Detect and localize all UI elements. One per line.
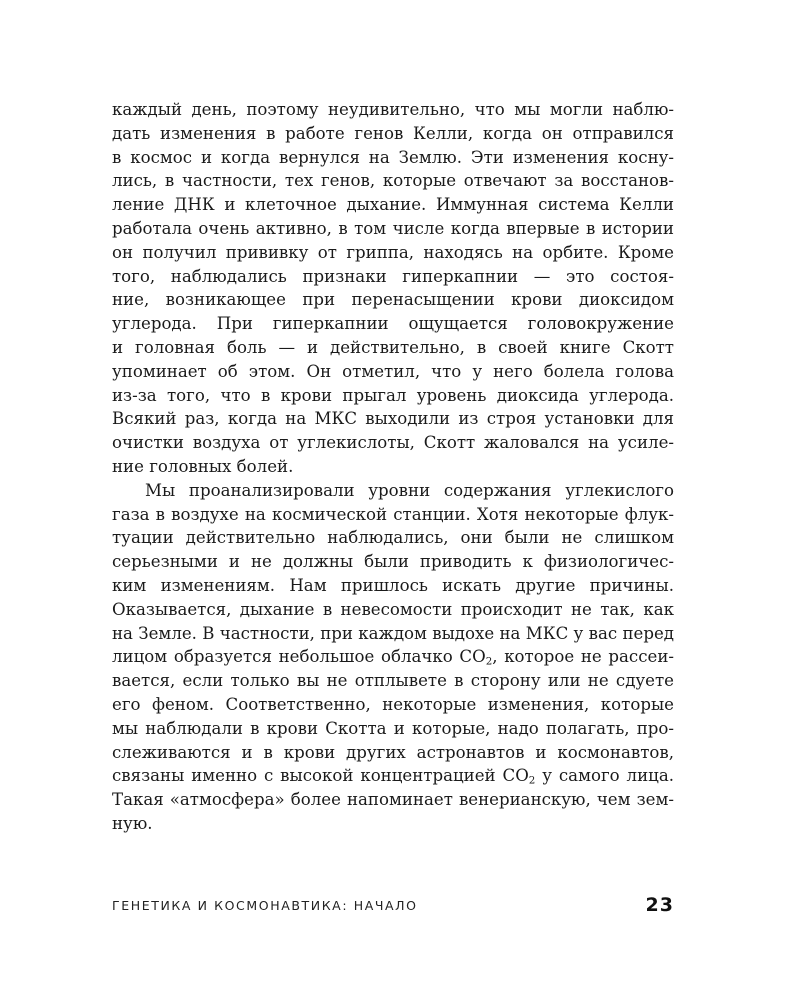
line-text: Мы проанализировали уровни содержания углекислого bbox=[145, 480, 674, 500]
running-head: ГЕНЕТИКА И КОСМОНАВТИКА: НАЧАЛО bbox=[112, 898, 418, 913]
text-line bbox=[112, 455, 674, 479]
text-line bbox=[112, 217, 674, 241]
text-line bbox=[112, 812, 674, 836]
line-text: работала очень активно, в том числе когда впервые в истории bbox=[112, 218, 674, 238]
body-text bbox=[112, 98, 674, 836]
text-line bbox=[112, 669, 674, 693]
line-text: он получил прививку от гриппа, находясь на орбите. Кроме bbox=[112, 242, 674, 262]
line-text: и головная боль — и действительно, в своей книге Скотт bbox=[112, 337, 674, 357]
text-line bbox=[112, 193, 674, 217]
text-line bbox=[112, 122, 674, 146]
line-text: упоминает об этом. Он отметил, что у него болела голова bbox=[112, 361, 674, 381]
text-line bbox=[112, 526, 674, 550]
text-line bbox=[112, 788, 674, 812]
text-line bbox=[112, 598, 674, 622]
text-line bbox=[112, 169, 674, 193]
line-text-continued: , которое не рассеи- bbox=[492, 647, 674, 667]
text-line bbox=[112, 241, 674, 265]
line-text: ние головных болей. bbox=[112, 456, 294, 476]
line-text: ким изменениям. Нам пришлось искать другие причины. bbox=[112, 575, 674, 595]
line-text: дать изменения в работе генов Келли, когда он отправился bbox=[112, 123, 674, 143]
text-line bbox=[112, 431, 674, 455]
text-line bbox=[112, 645, 674, 669]
line-text: Такая «атмосфера» более напоминает венерианскую, чем зем- bbox=[112, 790, 674, 810]
paragraph bbox=[112, 98, 674, 479]
line-text: Всякий раз, когда на МКС выходили из строя установки для bbox=[112, 409, 674, 429]
page-footer bbox=[112, 896, 674, 916]
text-line bbox=[112, 622, 674, 646]
text-line bbox=[112, 360, 674, 384]
line-text: на Земле. В частности, при каждом выдохе на МКС у вас перед bbox=[112, 623, 674, 643]
line-text: лись, в частности, тех генов, которые отвечают за восстанов- bbox=[112, 171, 674, 191]
line-text: газа в воздухе на космической станции. Хотя некоторые флук- bbox=[112, 504, 674, 524]
line-text: ление ДНК и клеточное дыхание. Иммунная система Келли bbox=[112, 195, 674, 215]
text-line bbox=[112, 574, 674, 598]
line-text: ние, возникающее при перенасыщении крови диоксидом bbox=[112, 290, 674, 310]
text-line bbox=[112, 312, 674, 336]
text-line bbox=[112, 98, 674, 122]
text-line bbox=[112, 265, 674, 289]
subscript: 2 bbox=[485, 655, 493, 668]
line-text-continued: у самого лица. bbox=[535, 766, 674, 786]
subscript: 2 bbox=[528, 774, 536, 787]
text-line bbox=[112, 503, 674, 527]
line-text: туации действительно наблюдались, они были не слишком bbox=[112, 528, 674, 548]
text-line bbox=[112, 288, 674, 312]
text-line bbox=[112, 479, 674, 503]
line-text: каждый день, поэтому неудивительно, что мы могли наблю- bbox=[112, 100, 674, 119]
text-line bbox=[112, 717, 674, 741]
text-line bbox=[112, 336, 674, 360]
text-line bbox=[112, 693, 674, 717]
line-text: вается, если только вы не отплывете в сторону или не сдуете bbox=[112, 671, 674, 691]
text-line bbox=[112, 550, 674, 574]
line-text: ную. bbox=[112, 813, 153, 833]
text-line bbox=[112, 407, 674, 431]
line-text: из-за того, что в крови прыгал уровень диоксида углерода. bbox=[112, 385, 674, 405]
line-text: слеживаются и в крови других астронавтов и космонавтов, bbox=[112, 742, 674, 762]
line-text: лицом образуется небольшое облачко CO bbox=[112, 647, 486, 667]
line-text: углерода. При гиперкапнии ощущается головокружение bbox=[112, 314, 674, 334]
line-text: того, наблюдались признаки гиперкапнии — это состоя- bbox=[112, 266, 674, 286]
line-text: Оказывается, дыхание в невесомости происходит не так, как bbox=[112, 599, 674, 619]
text-line bbox=[112, 146, 674, 170]
line-text: в космос и когда вернулся на Землю. Эти изменения косну- bbox=[112, 147, 674, 167]
line-text: его феном. Соответственно, некоторые изменения, которые bbox=[112, 694, 674, 714]
text-line bbox=[112, 384, 674, 408]
paragraph bbox=[112, 479, 674, 836]
line-text: очистки воздуха от углекислоты, Скотт жаловался на усиле- bbox=[112, 433, 674, 453]
line-text: связаны именно с высокой концентрацией CO bbox=[112, 766, 529, 786]
line-text: серьезными и не должны были приводить к физиологичес- bbox=[112, 552, 674, 572]
page-number: 23 bbox=[645, 894, 674, 916]
text-line bbox=[112, 741, 674, 765]
text-line bbox=[112, 764, 674, 788]
line-text: мы наблюдали в крови Скотта и которые, надо полагать, про- bbox=[112, 718, 674, 738]
